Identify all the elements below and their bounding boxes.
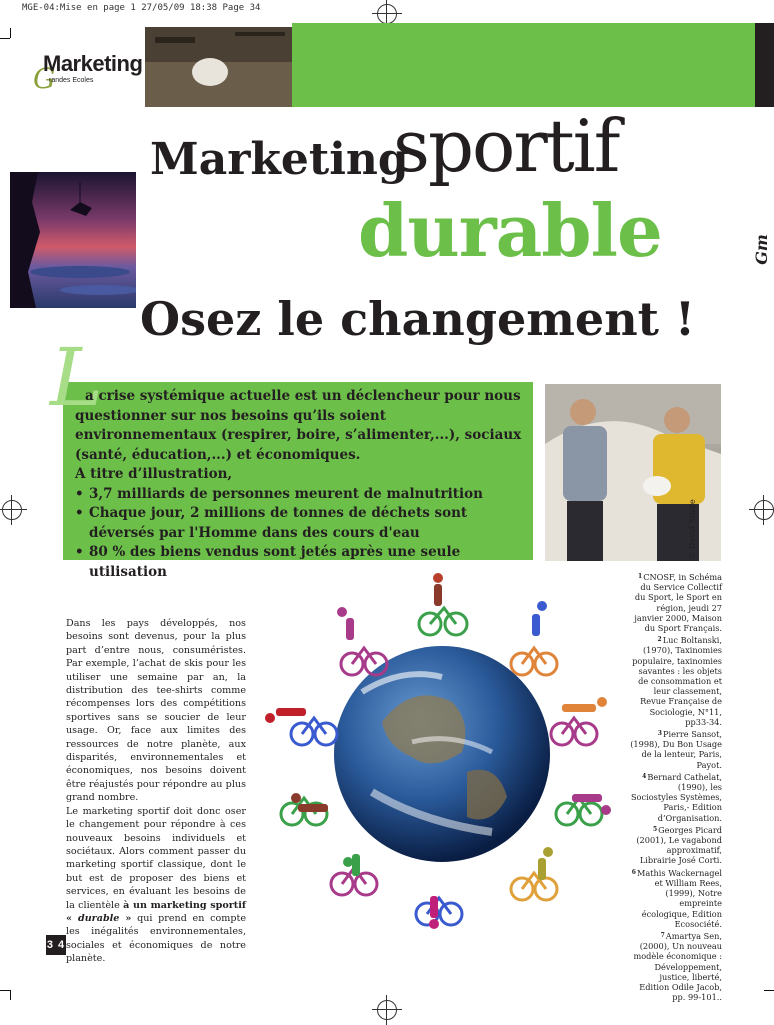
registration-mark-icon (754, 500, 774, 520)
logo-subtext: randes Ecoles (49, 77, 94, 84)
registration-mark-icon (377, 1000, 397, 1020)
title-marketing: Marketing (150, 134, 409, 185)
registration-mark-icon (2, 500, 22, 520)
logo-text: Marketing (43, 51, 143, 76)
side-mark: Gm (751, 234, 771, 265)
subtitle: Osez le changement ! (140, 292, 696, 346)
footnote: $^2$Luc Boltanski, (1970), Taxinomies populaire, taxinomies savantes : les objets de consommation et leur classement, Revue Française de Sociologie, N°11, pp33-34. (632, 635, 722, 727)
page-number: 3 4 (46, 935, 66, 955)
dropcap: L (50, 331, 104, 424)
title-durable: durable (358, 188, 662, 273)
footnote: $^6$Mathis Wackernagel et William Rees, (1999), Notre empreinte écologique, Edition Ecosociété. (631, 867, 722, 929)
footnotes (630, 572, 722, 1004)
footnote: $^5$Georges Picard (2001), Le vagabond approximatif, Librairie José Corti. (636, 824, 722, 866)
intro-text (75, 387, 527, 582)
list-item: • 80 % des biens vendus sont jetés après une seule utilisation (75, 543, 527, 582)
body-column (66, 617, 246, 966)
list-item: • 3,7 milliards de personnes meurent de malnutrition (75, 485, 527, 505)
crop-mark (0, 990, 10, 991)
footnote: $^7$Amartya Sen, (2000), Un nouveau modèle économique : Développement, justice, liberté, Edition Odile Jacob, pp. 99-101.. (633, 930, 722, 1003)
footnote: $^3$Pierre Sansot, (1998), Du Bon Usage de la lenteur, Paris, Payot. (630, 729, 722, 770)
list-item: • Chaque jour, 2 millions de tonnes de déchets sont déversés par l'Homme dans des cours d'eau (75, 504, 527, 543)
earth-cyclists-illustration (262, 572, 622, 934)
logo-initial: G (33, 62, 56, 95)
body-paragraph: Le marketing sportif doit donc oser le changement pour répondre à ces nouveaux besoins individuels et sociétaux. Alors comment passer du marketing sportif classique, dont le but est de proposer des biens et services, en évaluant les besoins de la clientèle à un marketing sportif « durable » qui prend en compte les inégalités environnementales, sociales et économiques de notre planète. (66, 805, 247, 965)
crop-mark (10, 990, 11, 1000)
intro-bullets (75, 485, 527, 583)
crop-mark (764, 990, 774, 991)
earth-globe-icon (262, 572, 622, 934)
intro-lead: a crise systémique actuelle est un déclencheur pour nous questionner sur nos besoins qu’ils soient environnementaux (respirer, boire, s’alimenter,...), sociaux (santé, éducation,...) et économiques. (75, 388, 522, 463)
crop-mark (0, 38, 10, 39)
registration-mark-icon (377, 4, 397, 24)
footnote: $^1$CNOSF, in Schéma du Service Collectif du Sport, le Sport en région, jeudi 27 janvier 2000, Maison du Sport Français. (634, 572, 722, 634)
title-sportif: sportif (393, 104, 619, 188)
banner-photo (145, 27, 292, 107)
climber-photo (10, 172, 136, 308)
crop-mark (10, 28, 11, 38)
banner-green-band (292, 23, 755, 107)
print-slug: MGE-04:Mise en page 1 27/05/09 18:38 Page 34 (22, 3, 261, 13)
banner-black-edge (755, 23, 774, 107)
body-paragraph: Dans les pays développés, nos besoins sont devenus, pour la plus part d’entre nous, consuméristes. Par exemple, l’achat de skis pour les utiliser une semaine par an, la distribution des tee-shirts comme récompenses lors des compétitions sportives sans se soucier de leur usage. Or, face aux limites des ressources de notre planète, aux disparités, environnementales et économiques, nos besoins doivent être réajustés pour répondre au plus grand nombre. (66, 618, 246, 804)
footnote: $^4$Bernard Cathelat, (1990), les Sociostyles Systèmes, Paris,- Edition d’Organisation. (630, 771, 722, 823)
intro-illustration: A titre d’illustration, (75, 466, 233, 482)
photo-credit: © David Maire (687, 499, 697, 560)
